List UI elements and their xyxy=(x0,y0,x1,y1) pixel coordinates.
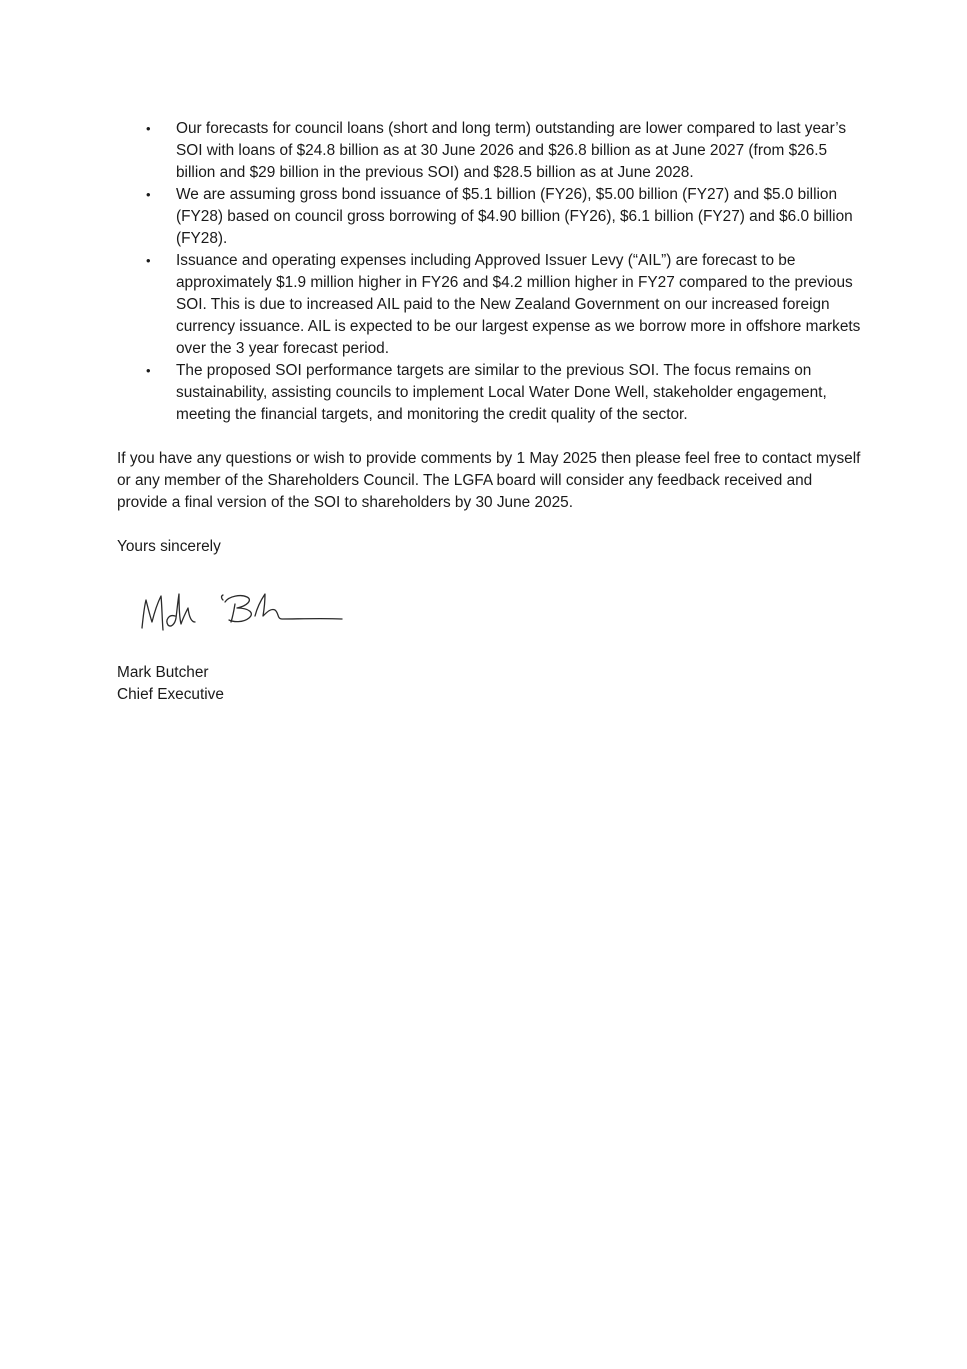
list-item xyxy=(117,184,862,250)
bullet-text: Issuance and operating expenses including Approved Issuer Levy (“AIL”) are forecast to be approximately $1.9 million higher in FY26 and $4.2 million higher in FY27 compared to the previous SOI. This is due to increased AIL paid to the New Zealand Government on our increased foreign currency issuance. AIL is expected to be our largest expense as we borrow more in offshore markets over the 3 year forecast period. xyxy=(176,252,861,357)
bullet-icon: • xyxy=(146,187,151,202)
bullet-text: We are assuming gross bond issuance of $5.1 billion (FY26), $5.00 billion (FY27) and $5.0 billion (FY28) based on council gross borrowing of $4.90 billion (FY26), $6.1 billion (FY27) and $6.0 billion (FY28). xyxy=(176,186,853,247)
list-item xyxy=(117,118,862,184)
salutation: Yours sincerely xyxy=(117,538,221,555)
bullet-text: The proposed SOI performance targets are similar to the previous SOI. The focus remains on sustainability, assisting councils to implement Local Water Done Well, stakeholder engagement, meeting the financial targets, and monitoring the credit quality of the sector. xyxy=(176,362,827,423)
signature xyxy=(117,574,862,662)
bullet-text: Our forecasts for council loans (short and long term) outstanding are lower compared to last year’s SOI with loans of $24.8 billion as at 30 June 2026 and $26.8 billion as at June 2027 (from $26.5 billion and $29 billion in the previous SOI) and $28.5 billion as at June 2028. xyxy=(176,120,847,181)
handwritten-signature-icon xyxy=(137,586,347,646)
signatory-name: Mark Butcher xyxy=(117,664,209,681)
letter-body xyxy=(117,118,862,706)
list-item xyxy=(117,250,862,360)
bullet-icon: • xyxy=(146,253,151,268)
list-item xyxy=(117,360,862,426)
bullet-icon: • xyxy=(146,121,151,136)
closing-paragraph: If you have any questions or wish to provide comments by 1 May 2025 then please feel free to contact myself or any member of the Shareholders Council. The LGFA board will consider any feedback received and provide a final version of the SOI to shareholders by 30 June 2025. xyxy=(117,450,861,511)
bullet-icon: • xyxy=(146,363,151,378)
forecast-bullet-list xyxy=(117,118,862,426)
signatory-title: Chief Executive xyxy=(117,686,224,703)
